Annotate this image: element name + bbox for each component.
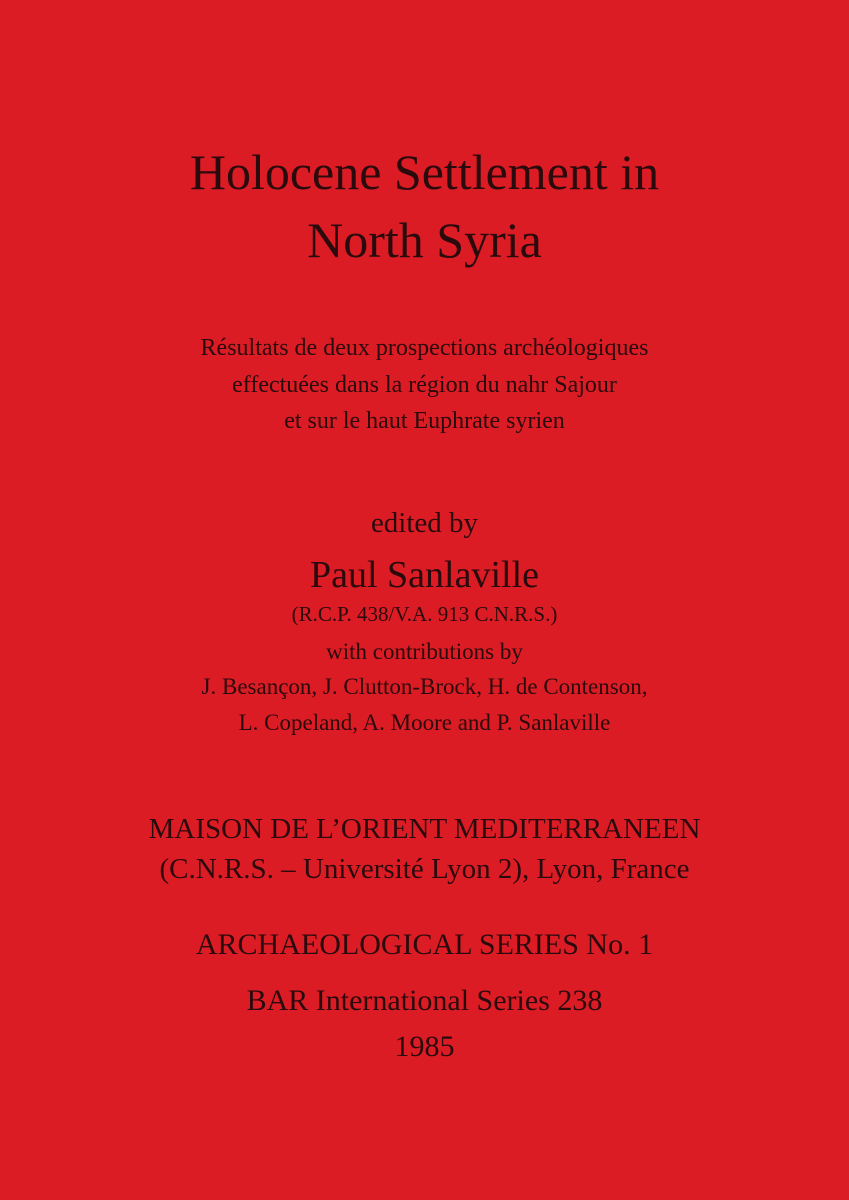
- edited-by-label: edited by: [370, 507, 479, 539]
- editor-name: Paul Sanlaville: [309, 554, 540, 596]
- publisher-line-2: (C.N.R.S. – Université Lyon 2), Lyon, France: [159, 853, 690, 885]
- subtitle-line-1: Résultats de deux prospections archéologiques: [200, 335, 649, 361]
- title-line-2: North Syria: [307, 212, 542, 268]
- title-line-1: Holocene Settlement in: [189, 144, 660, 200]
- publication-year: 1985: [394, 1030, 455, 1063]
- contributions-label: with contributions by: [326, 639, 523, 664]
- subtitle-line-2: effectuées dans la région du nahr Sajour: [232, 372, 617, 398]
- series-line-2: BAR International Series 238: [246, 984, 603, 1017]
- series-line-1: ARCHAEOLOGICAL SERIES No. 1: [195, 928, 654, 961]
- publisher-line-1: MAISON DE L’ORIENT MEDITERRANEEN: [148, 813, 701, 845]
- contributors-line-1: J. Besançon, J. Clutton-Brock, H. de Contenson,: [201, 674, 648, 699]
- subtitle-line-3: et sur le haut Euphrate syrien: [284, 408, 565, 434]
- editor-affiliation: (R.C.P. 438/V.A. 913 C.N.R.S.): [291, 602, 558, 626]
- contributors-line-2: L. Copeland, A. Moore and P. Sanlaville: [238, 710, 611, 735]
